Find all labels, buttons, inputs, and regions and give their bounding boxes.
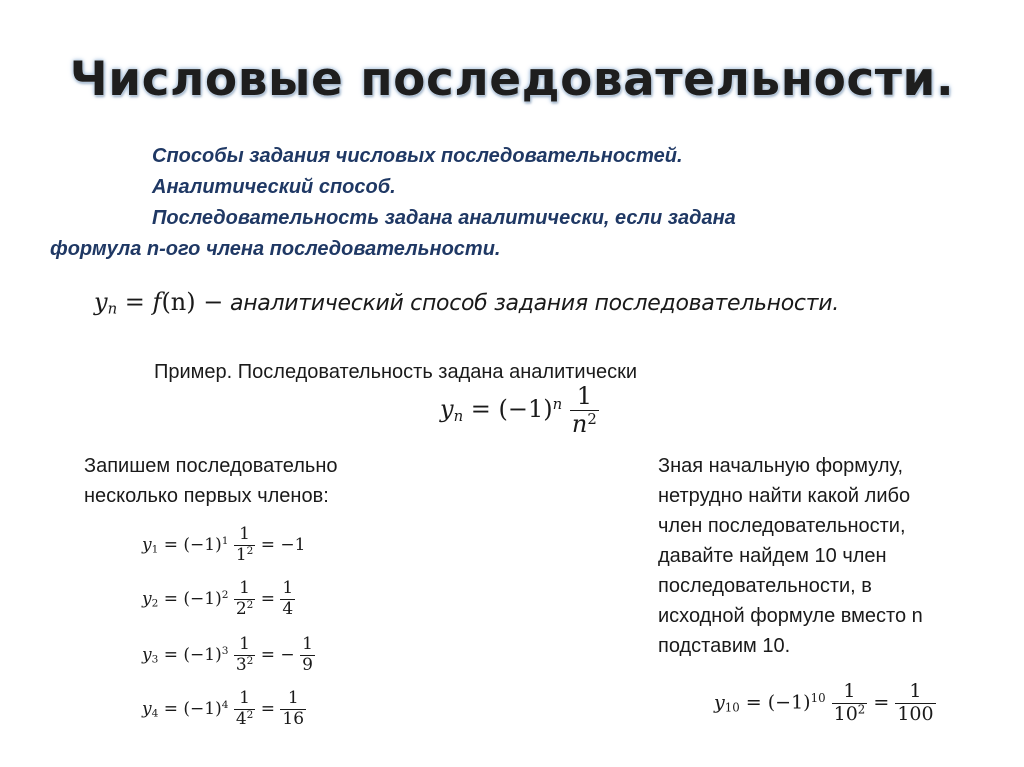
definition-line [94,288,839,317]
right-note-line5: последовательности, в [658,575,872,597]
term-1: $y_1 = (-1)^1$ $\frac{1}{1^2}$ = −1 [142,524,306,565]
term-2: $y_2 = (-1)^2$ $\frac{1}{2^2}$ = $\frac{1}{4}$ [142,578,294,619]
intro-line-methods: Способы задания числовых последовательностей. [152,145,683,167]
right-note-line7: подставим 10. [658,635,791,657]
intro-line-formula: формула n-ого члена последовательности. [50,238,501,260]
right-note-line3: член последовательности, [658,515,906,537]
right-note-line2: нетрудно найти какой либо [658,485,911,507]
right-note-line6: исходной формуле вместо n [658,605,923,627]
term-3: $y_3 = (-1)^3$ $\frac{1}{3^2}$ = − $\frac{1}{9}$ [142,634,313,675]
example-formula: $y_n = (-1)^n$ $\frac{1}{n^2}$ [440,382,597,439]
definition-text: аналитический способ задания последовательности. [230,291,839,316]
left-note-line1: Запишем последовательно [84,455,338,477]
left-note-line2: несколько первых членов: [84,485,329,507]
example-text: Пример. Последовательность задана аналитически [154,361,638,383]
page-title: Числовые последовательности. [69,52,955,107]
right-note-line1: Зная начальную формулу, [658,455,904,477]
right-note-line4: давайте найдем 10 член [658,545,887,567]
intro-line-analytic: Аналитический способ. [152,176,396,198]
tenth-term-formula: $y_{10} = (-1)^{10}$ $\frac{1}{10^2}$ = $\frac{1}{100}$ [714,680,934,725]
definition-formula: $y_n = f(n)$ − [94,288,224,318]
term-4: $y_4 = (-1)^4$ $\frac{1}{4^2}$ = $\frac{1}{16}$ [142,688,305,729]
intro-line-definition: Последовательность задана аналитически, если задана [152,207,736,229]
example-fraction: $\frac{1}{n^2}$ [571,382,597,439]
